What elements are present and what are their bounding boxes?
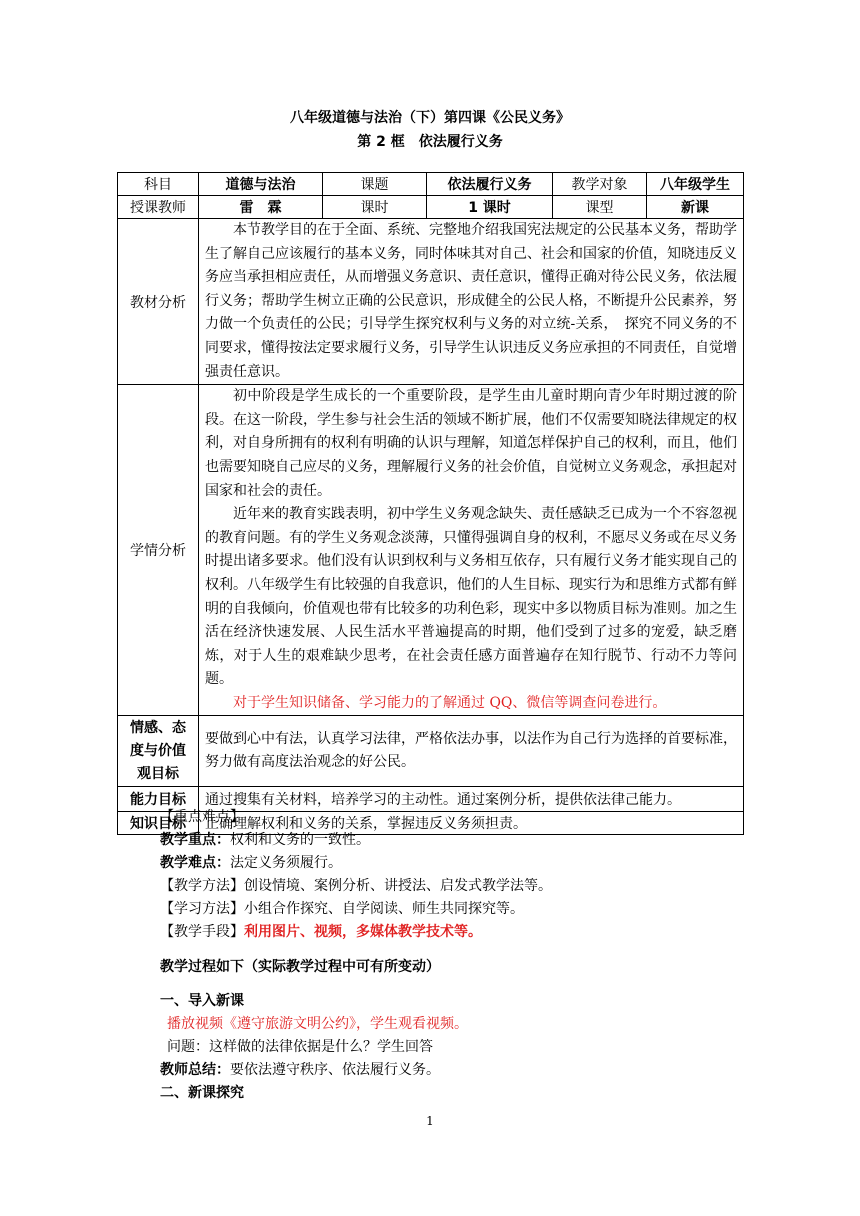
emotion-label-line: 观目标 [137, 765, 179, 782]
emotion-label-line: 情感、态 [130, 719, 186, 736]
knowledge-label: 知识目标 [118, 812, 199, 835]
hours-label: 课时 [323, 196, 427, 219]
table-row [118, 716, 744, 787]
section-heading-2: 二、新课探究 [160, 1085, 244, 1101]
means-label: 【教学手段】 [160, 924, 244, 940]
summary-label: 教师总结： [160, 1062, 230, 1078]
focus-line [160, 829, 800, 852]
ability-text: 通过搜集有关材料，培养学习的主动性。通过案例分析，提供依法律己能力。 [199, 787, 744, 812]
notes-block [160, 806, 800, 944]
table-row [118, 173, 744, 196]
students-para-3: 对于学生知识储备、学习能力的了解通过 QQ、微信等调查问卷进行。 [233, 694, 667, 711]
difficulty-label: 教学难点： [160, 855, 230, 871]
table-row [118, 196, 744, 219]
question-line: 问题：这样做的法律依据是什么？学生回答 [167, 1039, 433, 1055]
students-cell [199, 385, 744, 716]
materials-text: 本节教学目的在于全面、系统、完整地介绍我国宪法规定的公民基本义务，帮助学生了解自己应该履行的基本义务，同时体味其对自己、社会和国家的价值，知晓违反义务应当承担相应责任，从而增强义务意识、责任意识，懂得正确对待公民义务，依法履行义务；帮助学生树立正确的公民意识，形成健全的公民人格，不断提升公民素养，努力做一个负责任的公民；引导学生探究权利与义务的对立统-关系， 探究不同义务的不同要求，懂得按法定要求履行义务，引导学生认识违反义务应承担的不同责任，自觉增强责任意识。 [205, 222, 737, 380]
difficulty-text: 法定义务须履行。 [230, 855, 342, 871]
summary-line [160, 1059, 800, 1082]
focus-text: 权利和义务的一致性。 [230, 832, 370, 848]
audience-label: 教学对象 [553, 173, 647, 196]
focus-label: 教学重点： [160, 832, 230, 848]
hours-value: 1 课时 [427, 196, 553, 219]
process-title: 教学过程如下（实际教学过程中可有所变动） [160, 959, 440, 975]
subject-label: 科目 [118, 173, 199, 196]
page-number: 1 [426, 1114, 434, 1128]
lesson-type-value: 新课 [647, 196, 744, 219]
materials-label: 教材分析 [118, 219, 199, 385]
page-subtitle: 第 2 框 依法履行义务 [357, 134, 503, 150]
topic-label: 课题 [323, 173, 427, 196]
means-text: 利用图片、视频，多媒体教学技术等。 [244, 924, 482, 940]
students-para-1: 初中阶段是学生成长的一个重要阶段，是学生由儿童时期向青少年时期过渡的阶段。在这一阶段，学生参与社会生活的领域不断扩展，他们不仅需要知晓法律规定的权利，对自身所拥有的权利有明确的认识与理解，知道怎样保护自己的权利，而且，他们也需要知晓自己应尽的义务，理解履行义务的社会价值，自觉树立义务观念，承担起对国家和社会的责任。 [205, 388, 737, 499]
key-points-heading: 【重点难点】 [160, 809, 244, 825]
emotion-text: 要做到心中有法，认真学习法律，严格依法办事，以法作为自己行为选择的首要标准，努力做有高度法治观念的好公民。 [199, 716, 744, 787]
summary-text: 要依法遵守秩序、依法履行义务。 [230, 1062, 440, 1078]
emotion-label-line: 度与价值 [130, 742, 186, 759]
teaching-method: 【教学方法】创设情境、案例分析、讲授法、启发式教学法等。 [160, 878, 552, 894]
teacher-label: 授课教师 [118, 196, 199, 219]
students-label: 学情分析 [118, 385, 199, 716]
page-title: 八年级道德与法治（下）第四课《公民义务》 [290, 110, 570, 126]
difficulty-line [160, 852, 800, 875]
materials-cell [199, 219, 744, 385]
emotion-label [118, 716, 199, 787]
teaching-means-line [160, 921, 800, 944]
teacher-value: 雷 霖 [199, 196, 323, 219]
subject-value: 道德与法治 [199, 173, 323, 196]
lesson-plan-table [117, 172, 744, 835]
lesson-type-label: 课型 [553, 196, 647, 219]
audience-value: 八年级学生 [647, 173, 744, 196]
ability-label: 能力目标 [118, 787, 199, 812]
knowledge-text: 正确理解权利和义务的关系，掌握违反义务须担责。 [199, 812, 744, 835]
table-row [118, 219, 744, 385]
students-para-2: 近年来的教育实践表明，初中学生义务观念缺失、责任感缺乏已成为一个不容忽视的教育问题。有的学生义务观念淡薄，只懂得强调自身的权利，不愿尽义务或在尽义务时提出诸多要求。他们没有认识到权利与义务相互依存，只有履行义务才能实现自己的权利。八年级学生有比较强的自我意识，他们的人生目标、现实行为和思维方式都有鲜明的自我倾向，价值观也带有比较多的功利色彩，现实中多以物质目标为准则。加之生活在经济快速发展、人民生活水平普遍提高的时期，他们受到了过多的宠爱，缺乏磨炼，对于人生的艰难缺少思考，在社会责任感方面普遍存在知行脱节、行动不力等问题。 [205, 506, 737, 688]
video-line: 播放视频《遵守旅游文明公约》，学生观看视频。 [167, 1016, 468, 1032]
table-row [118, 385, 744, 716]
topic-value: 依法履行义务 [427, 173, 553, 196]
learning-method: 【学习方法】小组合作探究、自学阅读、师生共同探究等。 [160, 901, 524, 917]
section-heading-1: 一、导入新课 [160, 993, 244, 1009]
